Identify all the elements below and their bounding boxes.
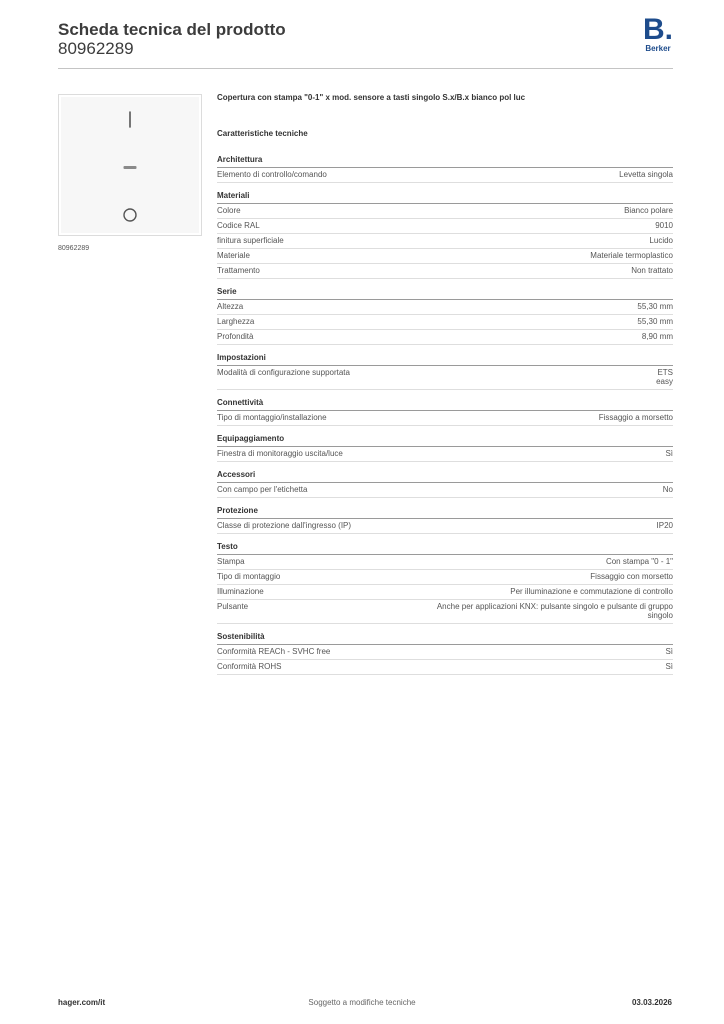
spec-label: Profondità — [217, 332, 254, 341]
product-image-caption: 80962289 — [58, 245, 90, 252]
spec-value — [656, 368, 673, 386]
spec-row — [217, 483, 673, 498]
section-title: Equipaggiamento — [217, 432, 673, 447]
spec-row — [217, 645, 673, 660]
spec-value-line: Fissaggio a morsetto — [598, 413, 673, 422]
spec-value-line: ETS — [657, 368, 673, 377]
spec-row — [217, 330, 673, 345]
spec-label: Colore — [217, 206, 241, 215]
spec-label: Altezza — [217, 302, 244, 311]
spec-value — [655, 221, 673, 230]
spec-value — [657, 521, 673, 530]
spec-section — [217, 153, 673, 183]
spec-value — [637, 317, 673, 326]
spec-value-line: Per illuminazione e commutazione di controllo — [510, 587, 673, 596]
spec-row — [217, 300, 673, 315]
spec-label: Finestra di monitoraggio uscita/luce — [217, 449, 343, 458]
spec-value-line: No — [662, 485, 673, 494]
product-image — [58, 94, 202, 236]
spec-value-line: 8,90 mm — [641, 332, 673, 341]
spec-value — [631, 266, 673, 275]
footer-date: 03.03.2026 — [631, 998, 672, 1007]
spec-value — [590, 251, 673, 260]
spec-value-line: Bianco polare — [624, 206, 673, 215]
spec-value — [510, 587, 673, 596]
brand-letter: B. — [643, 13, 673, 46]
product-details — [217, 93, 673, 675]
spec-value — [437, 602, 673, 620]
spec-label: Elemento di controllo/comando — [217, 170, 327, 179]
spec-section — [217, 630, 673, 675]
spec-section — [217, 285, 673, 345]
spec-row — [217, 234, 673, 249]
spec-label: Pulsante — [217, 602, 249, 611]
spec-row — [217, 249, 673, 264]
tech-characteristics-title: Caratteristiche tecniche — [217, 129, 308, 138]
spec-value-line: Fissaggio con morsetto — [590, 572, 673, 581]
spec-section — [217, 540, 673, 624]
spec-value — [642, 332, 673, 341]
spec-value — [624, 206, 673, 215]
spec-value-line-2: singolo — [647, 611, 673, 620]
article-number: 80962289 — [58, 39, 134, 58]
section-title: Sostenibilità — [217, 630, 673, 645]
spec-section — [217, 468, 673, 498]
spec-row — [217, 447, 673, 462]
spec-value-line: IP20 — [656, 521, 673, 530]
spec-row — [217, 219, 673, 234]
spec-row — [217, 519, 673, 534]
spec-row — [217, 570, 673, 585]
spec-value-line: Materiale termoplastico — [590, 251, 673, 260]
spec-label: Stampa — [217, 557, 245, 566]
spec-label: finitura superficiale — [217, 236, 284, 245]
section-title: Testo — [217, 540, 673, 555]
spec-section — [217, 189, 673, 279]
spec-row — [217, 585, 673, 600]
spec-label: Trattamento — [217, 266, 260, 275]
spec-label: Conformità ROHS — [217, 662, 282, 671]
spec-row — [217, 600, 673, 624]
spec-value-line: Sì — [665, 662, 673, 671]
spec-section — [217, 351, 673, 390]
spec-value-line: 55,30 mm — [637, 302, 673, 311]
spec-sections — [217, 153, 673, 675]
section-title: Materiali — [217, 189, 673, 204]
section-title: Connettività — [217, 396, 673, 411]
spec-row — [217, 411, 673, 426]
spec-value — [590, 572, 673, 581]
spec-label: Illuminazione — [217, 587, 264, 596]
spec-value — [663, 485, 673, 494]
spec-label: Tipo di montaggio — [217, 572, 281, 581]
brand-name: Berker — [645, 44, 671, 53]
spec-section — [217, 432, 673, 462]
section-title: Serie — [217, 285, 673, 300]
spec-value — [599, 413, 673, 422]
spec-label: Classe di protezione dall'ingresso (IP) — [217, 521, 352, 530]
spec-value-line: Sì — [665, 449, 673, 458]
spec-value-line-2: easy — [656, 377, 673, 386]
switch-cover-icon — [59, 95, 201, 235]
spec-row — [217, 204, 673, 219]
spec-value — [606, 557, 673, 566]
spec-row — [217, 315, 673, 330]
section-title: Impostazioni — [217, 351, 673, 366]
spec-row — [217, 555, 673, 570]
spec-value-line: Non trattato — [631, 266, 673, 275]
spec-row — [217, 366, 673, 390]
spec-value — [637, 302, 673, 311]
spec-value — [665, 662, 673, 671]
spec-row — [217, 264, 673, 279]
spec-value-line: Levetta singola — [619, 170, 673, 179]
spec-value-line: Con stampa "0 - 1" — [605, 557, 673, 566]
spec-value — [649, 236, 673, 245]
section-title: Protezione — [217, 504, 673, 519]
page-title: Scheda tecnica del prodotto — [58, 20, 286, 39]
spec-label: Conformità REACh - SVHC free — [217, 647, 331, 656]
footer-website: hager.com/it — [58, 998, 106, 1007]
section-title: Accessori — [217, 468, 673, 483]
spec-value-line: 55,30 mm — [637, 317, 673, 326]
spec-label: Modalità di configurazione supportata — [217, 368, 350, 377]
spec-section — [217, 396, 673, 426]
spec-value — [665, 647, 673, 656]
spec-label: Codice RAL — [217, 221, 260, 230]
product-name: Copertura con stampa "0-1" x mod. sensore a tasti singolo S.x/B.x bianco pol luc — [217, 93, 526, 102]
footer-note: Soggetto a modifiche tecniche — [308, 998, 416, 1007]
spec-label: Tipo di montaggio/installazione — [217, 413, 327, 422]
spec-value-line: Sì — [665, 647, 673, 656]
spec-value-line: 9010 — [655, 221, 673, 230]
berker-logo — [638, 13, 678, 54]
spec-row — [217, 168, 673, 183]
spec-value-line: Anche per applicazioni KNX: pulsante singolo e pulsante di gruppo — [436, 602, 673, 611]
section-title: Architettura — [217, 153, 673, 168]
spec-value-line: Lucido — [649, 236, 673, 245]
spec-label: Con campo per l'etichetta — [217, 485, 308, 494]
spec-section — [217, 504, 673, 534]
spec-value — [619, 170, 673, 179]
spec-label: Larghezza — [217, 317, 255, 326]
spec-value — [665, 449, 673, 458]
spec-label: Materiale — [217, 251, 250, 260]
spec-row — [217, 660, 673, 675]
header-divider — [58, 68, 673, 69]
